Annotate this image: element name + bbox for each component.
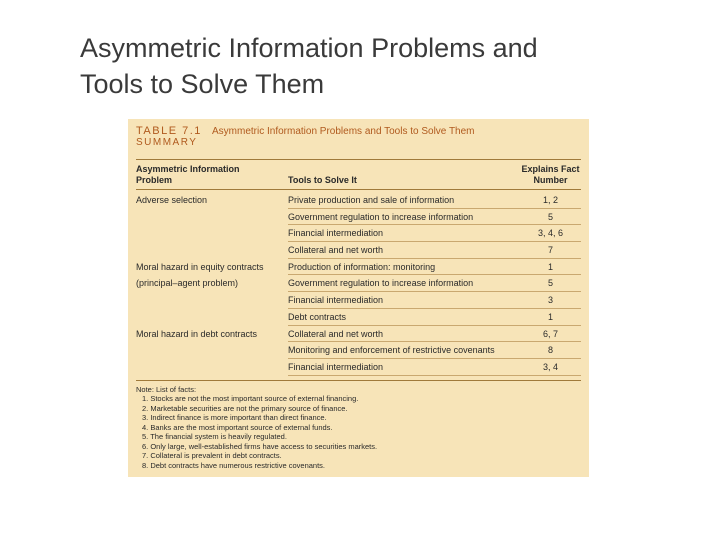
tool-cell: Collateral and net worth [288, 242, 520, 259]
tool-cell: Collateral and net worth [288, 326, 520, 343]
tool-cell: Financial intermediation [288, 292, 520, 309]
table-row [136, 209, 581, 226]
facts-cell: 8 [520, 342, 581, 359]
table-row [136, 359, 581, 376]
facts-cell: 6, 7 [520, 326, 581, 343]
table-row [136, 292, 581, 309]
facts-cell: 5 [520, 275, 581, 292]
facts-cell: 1 [520, 309, 581, 326]
facts-cell: 1, 2 [520, 192, 581, 209]
note-item: 7. Collateral is prevalent in debt contracts. [142, 451, 282, 461]
slide-title-line-1: Asymmetric Information Problems and [80, 33, 538, 63]
facts-cell: 3, 4, 6 [520, 225, 581, 242]
tool-cell: Production of information: monitoring [288, 259, 520, 276]
problem-cell [136, 359, 288, 376]
column-header-tools: Tools to Solve It [288, 175, 357, 185]
table-row [136, 275, 581, 292]
problem-cell [136, 292, 288, 309]
slide-title-line-2: Tools to Solve Them [80, 69, 325, 99]
column-headers [136, 160, 581, 189]
table-number: TABLE 7.1 [136, 125, 202, 137]
note-item: 2. Marketable securities are not the primary source of finance. [142, 403, 348, 413]
facts-cell: 1 [520, 259, 581, 276]
table-body [136, 190, 581, 376]
column-header-problem: Asymmetric Information Problem [136, 164, 240, 185]
tool-cell: Financial intermediation [288, 225, 520, 242]
table-row [136, 259, 581, 276]
table-summary-label: SUMMARY [136, 137, 198, 148]
tool-cell: Government regulation to increase information [288, 275, 520, 292]
note-item: 1. Stocks are not the most important source of external financing. [142, 394, 359, 404]
note-item: 8. Debt contracts have numerous restrictive covenants. [142, 460, 326, 470]
facts-cell: 3 [520, 292, 581, 309]
table-notes [136, 380, 581, 471]
facts-cell: 3, 4 [520, 359, 581, 376]
table-row [136, 242, 581, 259]
tool-cell: Monitoring and enforcement of restrictive covenants [288, 342, 520, 359]
table-row [136, 192, 581, 209]
problem-cell [136, 242, 288, 259]
note-item: 3. Indirect finance is more important than direct finance. [142, 413, 327, 423]
column-header-explains: Explains Fact Number [521, 164, 580, 185]
note-item: 5. The financial system is heavily regulated. [142, 432, 287, 442]
note-item: 4. Banks are the most important source of external funds. [142, 422, 333, 432]
table-row [136, 225, 581, 242]
problem-cell: Moral hazard in equity contracts [136, 261, 264, 272]
tool-cell: Debt contracts [288, 309, 520, 326]
table-header [136, 125, 581, 159]
tool-cell: Financial intermediation [288, 359, 520, 376]
facts-cell: 5 [520, 209, 581, 226]
table-row [136, 309, 581, 326]
problem-cell [136, 225, 288, 242]
note-item: 6. Only large, well-established firms have access to securities markets. [142, 441, 378, 451]
problem-cell [136, 342, 288, 359]
problem-cell [136, 209, 288, 226]
problem-cell [136, 309, 288, 326]
tool-cell: Private production and sale of information [288, 192, 520, 209]
facts-cell: 7 [520, 242, 581, 259]
table-row [136, 326, 581, 343]
problem-cell: Moral hazard in debt contracts [136, 328, 258, 339]
problem-cell: (principal–agent problem) [136, 278, 239, 289]
summary-table-panel [128, 119, 589, 477]
table-caption: Asymmetric Information Problems and Tools to Solve Them [212, 126, 475, 137]
table-row [136, 342, 581, 359]
problem-cell: Adverse selection [136, 195, 208, 205]
slide-title [80, 30, 680, 102]
notes-title: Note: List of facts: [136, 384, 197, 394]
tool-cell: Government regulation to increase information [288, 209, 520, 226]
